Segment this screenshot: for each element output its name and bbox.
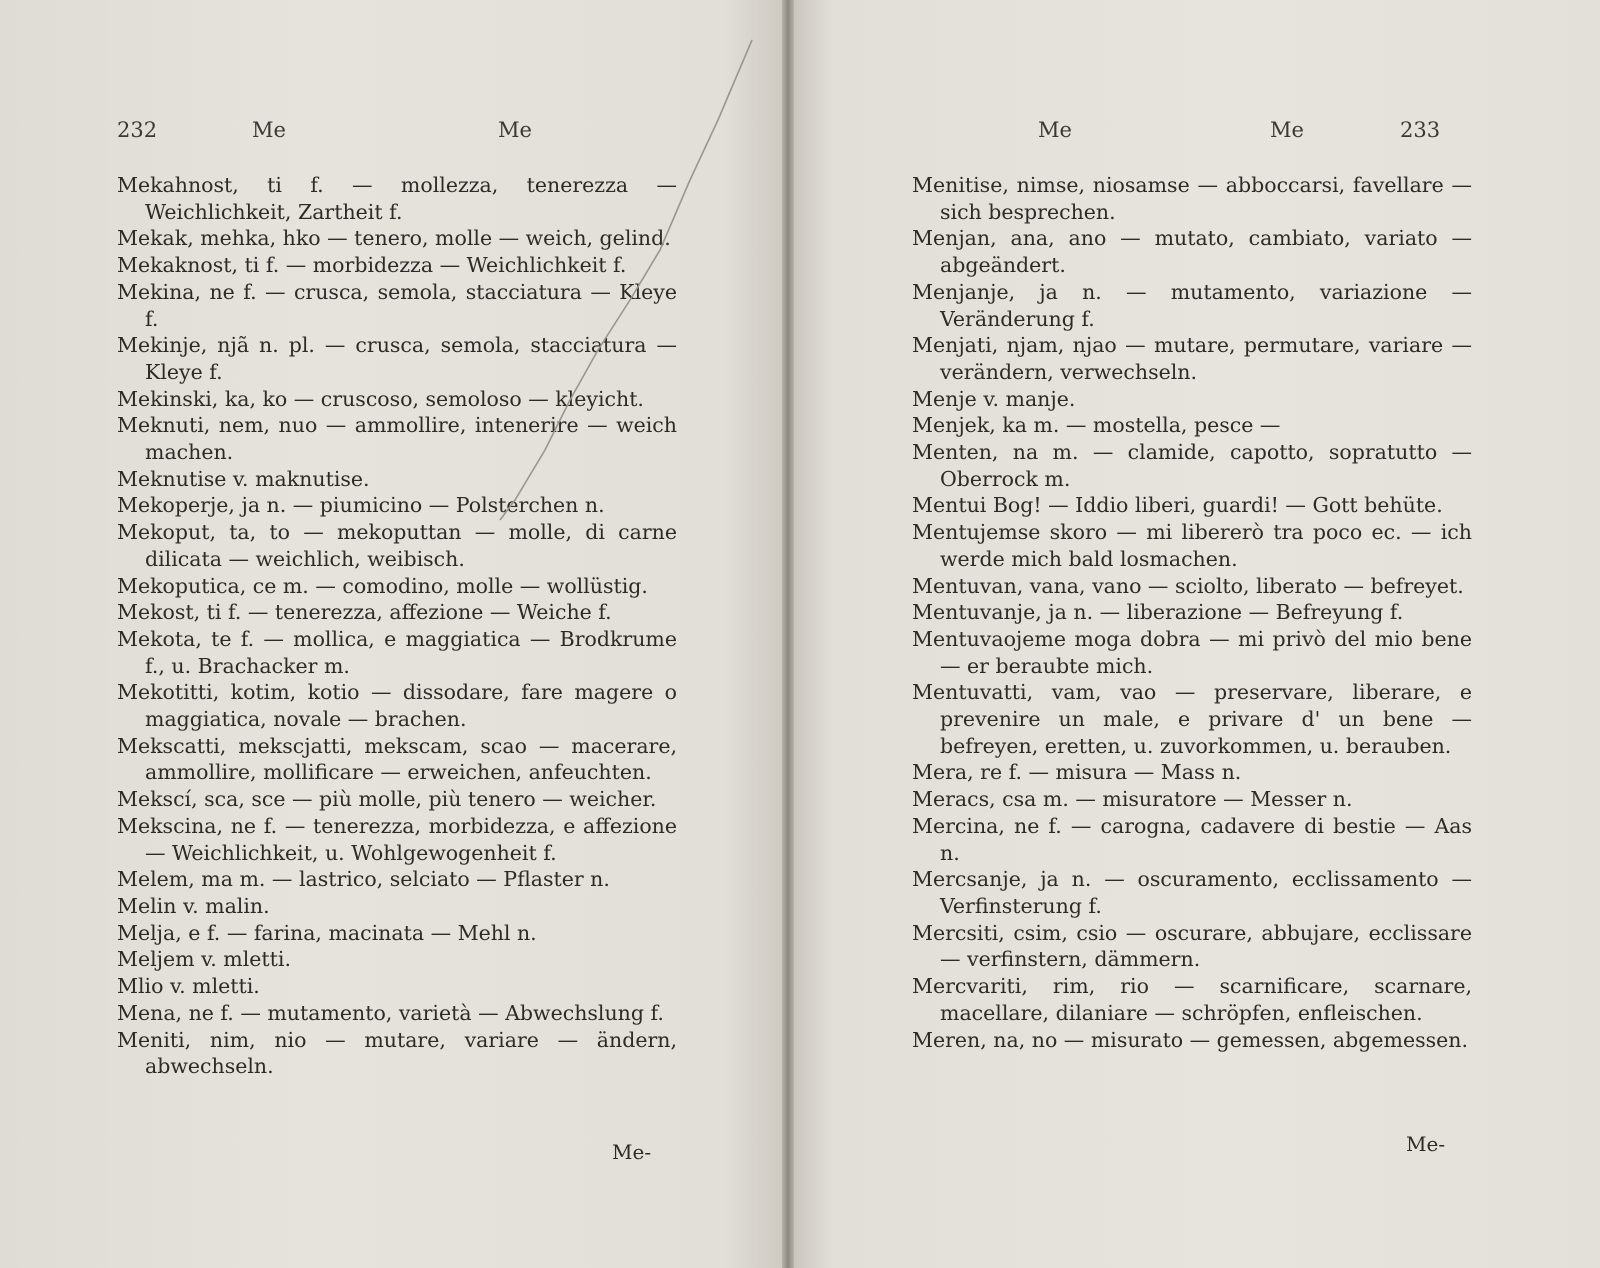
dictionary-entry: Meknutise v. maknutise. (117, 466, 370, 491)
dictionary-entry: Menjan, ana, ano — mutato, cambiato, variato — abgeändert. (912, 226, 1472, 278)
page-number: 232 (117, 118, 158, 142)
dictionary-entry: Meknuti, nem, nuo — ammollire, intenerire — weich machen. (117, 413, 677, 465)
dictionary-entry: Mentuvatti, vam, vao — preservare, liberare, e prevenire un male, e privare d' un bene — befreyen, eretten, u. zuvorkommen, u. berauben. (912, 680, 1472, 758)
dictionary-entry: Meren, na, no — misurato — gemessen, abgemessen. (912, 1027, 1468, 1052)
dictionary-entry: Mentuvan, vana, vano — sciolto, liberato — befreyet. (912, 573, 1464, 598)
dictionary-entry: Melem, ma m. — lastrico, selciato — Pflaster n. (117, 867, 610, 892)
dictionary-entry: Mekost, ti f. — tenerezza, affezione — Weiche f. (117, 600, 612, 625)
dictionary-entry: Meljem v. mletti. (117, 947, 291, 972)
dictionary-entry: Mekina, ne f. — crusca, semola, stacciatura — Kleye f. (117, 279, 677, 331)
dictionary-entry: Mekota, te f. — mollica, e maggiatica — Brodkrume f., u. Brachacker m. (117, 626, 677, 678)
dictionary-entry: Mekinski, ka, ko — cruscoso, semoloso — kleyicht. (117, 386, 644, 411)
catchword: Me- (612, 1140, 652, 1164)
dictionary-entry: Mera, re f. — misura — Mass n. (912, 760, 1242, 785)
running-head-left: Me (252, 118, 286, 142)
dictionary-entry: Mena, ne f. — mutamento, varietà — Abwechslung f. (117, 1000, 664, 1025)
dictionary-entry: Meniti, nim, nio — mutare, variare — ändern, abwechseln. (117, 1027, 677, 1079)
running-head-right: Me (1270, 118, 1304, 142)
dictionary-entry: Menjanje, ja n. — mutamento, variazione — Veränderung f. (912, 279, 1472, 331)
catchword: Me- (1406, 1132, 1446, 1156)
dictionary-entry: Mercsiti, csim, csio — oscurare, abbujare, ecclissare — verfinstern, dämmern. (912, 920, 1472, 972)
dictionary-entry: Menjati, njam, njao — mutare, permutare, variare — verändern, verwechseln. (912, 333, 1472, 384)
running-head-right: Me (498, 118, 532, 142)
dictionary-entry: Menitise, nimse, niosamse — abboccarsi, favellare — sich besprechen. (912, 173, 1472, 224)
dictionary-entry: Mentuvanje, ja n. — liberazione — Befreyung f. (912, 600, 1404, 625)
dictionary-entry: Mercina, ne f. — carogna, cadavere di bestie — Aas n. (912, 813, 1472, 865)
dictionary-entry: Mekoperje, ja n. — piumicino — Polsterchen n. (117, 493, 605, 518)
dictionary-entry: Mekinje, njã n. pl. — crusca, semola, stacciatura — Kleye f. (117, 333, 677, 384)
dictionary-entry: Mekoput, ta, to — mekoputtan — molle, di carne dilicata — weichlich, weibisch. (117, 520, 677, 571)
dictionary-entry: Menjek, ka m. — mostella, pesce — (912, 413, 1281, 438)
dictionary-entry: Mekscatti, mekscjatti, mekscam, scao — macerare, ammollire, mollificare — erweichen, anfeuchten. (117, 733, 677, 785)
dictionary-entry: Mekscí, sca, sce — più molle, più tenero — weicher. (117, 787, 657, 812)
page-number: 233 (1400, 118, 1441, 142)
dictionary-entry: Menten, na m. — clamide, capotto, sopratutto — Oberrock m. (912, 440, 1472, 491)
dictionary-entry: Meracs, csa m. — misuratore — Messer n. (912, 787, 1353, 812)
dictionary-entry: Mentuvaojeme moga dobra — mi privò del mio bene — er beraubte mich. (912, 626, 1472, 678)
dictionary-entry: Mekotitti, kotim, kotio — dissodare, fare magere o maggiatica, novale — brachen. (117, 680, 677, 732)
dictionary-entry: Mekahnost, ti f. — mollezza, tenerezza — Weichlichkeit, Zartheit f. (117, 173, 677, 224)
dictionary-entry: Mentujemse skoro — mi libererò tra poco ec. — ich werde mich bald losmachen. (912, 520, 1472, 571)
dictionary-entry: Menje v. manje. (912, 386, 1076, 411)
dictionary-entry: Mentui Bog! — Iddio liberi, guardi! — Gott behüte. (912, 493, 1443, 518)
dictionary-entry: Mekoputica, ce m. — comodino, molle — wollüstig. (117, 573, 648, 598)
dictionary-entry: Mercvariti, rim, rio — scarnificare, scarnare, macellare, dilaniare — schröpfen, enfleischen. (912, 974, 1472, 1025)
dictionary-entry: Mekak, mehka, hko — tenero, molle — weich, gelind. (117, 226, 671, 251)
dictionary-entry: Mercsanje, ja n. — oscuramento, ecclissamento — Verfinsterung f. (912, 867, 1472, 918)
dictionary-entry: Melin v. malin. (117, 893, 270, 918)
dictionary-entry: Mlio v. mletti. (117, 974, 260, 999)
dictionary-entry: Mekaknost, ti f. — morbidezza — Weichlichkeit f. (117, 253, 627, 278)
dictionary-entry: Mekscina, ne f. — tenerezza, morbidezza, e affezione — Weichlichkeit, u. Wohlgewogenheit f. (117, 813, 677, 865)
running-head-left: Me (1038, 118, 1072, 142)
dictionary-entry: Melja, e f. — farina, macinata — Mehl n. (117, 920, 537, 945)
